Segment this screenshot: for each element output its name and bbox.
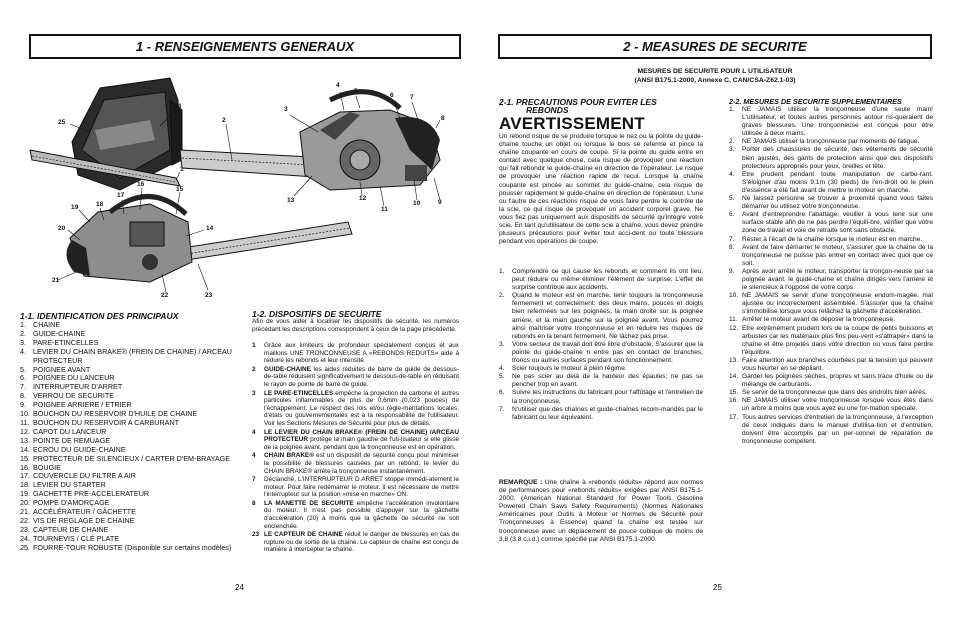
list-item-lead: LE LEVIER DU CHAIN BRAKE® (FREIN DE CHAINE) /ARCEAU PROTECTEUR xyxy=(264,428,459,444)
list-item-number: 14. xyxy=(729,373,739,381)
list-item-number: 10. xyxy=(729,292,739,300)
list-item-text: Déclanché, L'INTERRUPTEUR D ARRET stoppe immédi-atement le moteur. Pour faire redémarrer le moteur, il est nécessaire de mettre l'interrupteur sur la position «mise en marche» ON. xyxy=(264,476,459,499)
list-item xyxy=(20,544,245,553)
list-item-text: Après avoir arrêté le moteur, transporter la tronçon-neuse par sa poignée avant, le guide-chaîne et chaîne dirigés vers l'arrière et le silencieux à l'opposé de votre corps. xyxy=(742,267,933,292)
list-item-text: NE JAMAIS utiliser votre tronçonneuse lorsque vous êtes dans un arbre à moins que vous ayez eu une for-mation spéciale. xyxy=(742,397,933,413)
list-item-lead: GUIDE-CHAINE xyxy=(264,365,311,373)
list-item-text: Votre secteur de travail doit être libre d'obstacle. S'assurer que la pointe du guide-chaîne n entre pas en contact de branches, troncs ou autres surfaces pendant son fonctionnement. xyxy=(512,340,703,365)
list-item-lead: LE PARE-ETINCELLES xyxy=(264,389,334,397)
callout-9: 9 xyxy=(438,199,442,206)
list-item-number: 4. xyxy=(499,365,505,373)
callout-16: 16 xyxy=(137,181,145,188)
chainsaw-top-right-illustration xyxy=(180,92,440,190)
list-item xyxy=(729,268,933,292)
list-item xyxy=(729,211,933,235)
callout-12: 12 xyxy=(359,195,367,202)
list-item-text: Scier toujours le moteur à plein régime. xyxy=(512,365,627,373)
list-item-text: GACHETTE PRE-ACCELERATEUR xyxy=(33,489,150,499)
dispositifs-section-title: 1-2. DISPOSITIFS DE SECURITE xyxy=(252,309,382,319)
list-item-number: 12. xyxy=(20,426,30,436)
list-item xyxy=(499,292,703,341)
list-item-lead: LE CAPTEUR DE CHAINE xyxy=(264,531,343,539)
right-header-line1: MESURES DE SECURITE POUR L UTILISATEUR xyxy=(637,68,793,75)
list-item xyxy=(252,390,459,428)
list-item-text: Ne laissez personne se trouver à proximité quand vous faites démarrer ou utilisez votre tronçonneuse. xyxy=(742,195,933,211)
list-item-text: TOURNEVIS / CLÉ PLATE xyxy=(33,533,120,543)
list-item xyxy=(252,500,459,530)
list-item-text: POIGNEE AVANT xyxy=(33,364,91,374)
precautions-intro: Un rebond risque de se produire lorsque le nez ou la pointe du guide-chaîne touche un objet ou lorsque le bois se referme et pince la chaîne coupante en cours de coupe. Si la pointe du guide entre en contact avec quelque chose, cela risque de provoquer une réaction qui fait rebondir le guide-chaîne en direction de l'opérateur. Le risque de provoquer une réaction rapide de recul. Lorsque la chaîne coupante est pincée au sommet du guide-chaîne, cela risque de pousser rapidement le guide-chaîne en direction de l'opérateur. L'une ou l'autre de ces réactions risque de vous faire perdre le contrôle de la scie, ce qui risque de provoquer un accident corporel grave. Ne vous fiez pas uniquement aux dispositifs de sécurité qu'intègre votre scie. En tant qu'utilisateur de cette scie à chaîne, vous devez prendre plusieurs précautions pour éviter tout acci-dent ou toute blessure pendant vos opérations de coupe. xyxy=(499,133,703,246)
list-item-number: 20. xyxy=(20,498,30,508)
callout-15: 15 xyxy=(176,186,184,193)
list-item-text: Etre prudent pendant toute manipulation de carbu-rant. S'éloigner d'au moins 9.1m (30 pieds) de l'en-droit où le plein d'essence a été fait avant de mettre le moteur en marche. xyxy=(742,170,933,194)
list-item-number: 8. xyxy=(20,391,26,401)
list-item-number: 5. xyxy=(729,195,735,203)
list-item-number: 23 xyxy=(252,531,260,539)
precautions-title-line1: 2-1. PRECAUTIONS POUR EVITER LES xyxy=(499,97,657,107)
list-item xyxy=(252,366,459,389)
callout-23: 23 xyxy=(205,292,213,299)
list-item xyxy=(729,106,933,138)
page-number-left: 24 xyxy=(235,583,244,592)
list-item-text: NE JAMAIS se servir d'une tronçonneuse endom-magée, mal ajustée ou incorrectement assemblée. S'assurer que la chaîne s'immobilise lorsque vous relâchez la gâchette d'accélération. xyxy=(742,292,933,316)
precautions-list xyxy=(499,268,703,422)
list-item-text: LA MANETTE DE SECURITE empêche l'accélération involontaire du moteur. Il n'est pas possible d'appuyer sur la gâchette d'accélération (20) à moins que la gâchette de sécurité ne soit enclenchée. xyxy=(264,499,459,530)
callout-25: 25 xyxy=(58,119,66,126)
list-item-text: POINTE DE REMUAGE xyxy=(33,435,111,445)
list-item-text: VIS DE REGLAGE DE CHAINE xyxy=(33,515,135,525)
list-item-text: LE PARE-ETINCELLES empêche la projection de carbone et autres particules inflammables de plus de 0,6mm (0,023 pouces) de l'échappement. Le respect des lois et/ou règle-mentations locales, d'états ou gouvernementales est à la responsabilité de l'utilisateur. Voir les Sections Mesures de Sécurité pour plus de détails. xyxy=(264,389,459,427)
list-item xyxy=(252,531,459,554)
list-item-number: 16. xyxy=(729,397,739,405)
list-item xyxy=(729,244,933,268)
list-item-text: CAPOT DU LANCEUR xyxy=(33,426,107,436)
list-item-number: 13. xyxy=(20,435,30,445)
list-item xyxy=(252,342,459,365)
right-section-banner: 2 - MEASURES DE SECURITE xyxy=(498,34,932,59)
list-item-text: LE CAPTEUR DE CHAINE réduit le danger de blessures en cas de rupture ou de sortie de la chaine. Le capteur de chaîne est conçu de manière à intercepter la chaîne. xyxy=(264,531,459,554)
list-item-number: 16. xyxy=(20,462,30,472)
callout-5: 5 xyxy=(354,88,358,95)
list-item-number: 5. xyxy=(499,373,505,381)
list-item-text: Avant de faire démarrer le moteur, s'assurer que la chaîne de la tronçonneuse ne puisse pas entrer en contact avec quoi que ce soit. xyxy=(742,243,933,267)
list-item-number: 2. xyxy=(20,328,26,338)
list-item-number: 8. xyxy=(729,243,735,251)
list-item-text: Suivre les instructions du fabricant pour l'affûtage et l'entretien de la tronçonneuse. xyxy=(512,389,703,405)
list-item-text: NE JAMAIS utiliser la tronçonneuse par moments de fatigue. xyxy=(742,138,920,146)
list-item-number: 15. xyxy=(20,453,30,463)
callout-4: 4 xyxy=(336,82,340,89)
list-item-text: Etre extrêmement prudent lors de la coupe de petits buissons et arbustes car les matériaux plus fins peu-vent «s'attraper» dans la chaîne et être projetés dans votre direction ou vous faire perdre l'équilibre. xyxy=(742,324,933,356)
list-item-text: Tous autres services d'entretien de la tronçonneuse, à l'exception de ceux indiqués dans le manuel d'utilisa-tion et d'entretien, doivent être accomplis par un per-sonnel de réparation de tronçonneuse compétent. xyxy=(742,413,933,445)
list-item-text: Ne pas scier au delà de la hauteur des épaules; ne pas se pencher trop en avant. xyxy=(512,373,703,389)
list-item-number: 1. xyxy=(729,106,735,113)
list-item-number: 11. xyxy=(729,316,738,324)
list-item-lead: LA MANETTE DE SECURITE xyxy=(264,499,354,507)
list-item-text: CAPTEUR DE CHAINE xyxy=(33,524,109,534)
list-item xyxy=(499,406,703,422)
list-item xyxy=(729,414,933,446)
callout-10: 10 xyxy=(413,200,421,207)
list-item xyxy=(729,357,933,373)
list-item xyxy=(729,138,933,146)
list-item-number: 2. xyxy=(499,292,505,300)
list-item-number: 4 xyxy=(252,428,256,436)
list-item-text: LEVIER DU STARTER xyxy=(33,480,106,490)
list-item-number: 22. xyxy=(20,515,30,525)
list-item-text: BOUGIE xyxy=(33,462,61,472)
callout-6: 6 xyxy=(390,92,394,99)
supplementaires-list xyxy=(729,106,933,446)
precautions-title-line2: REBONDS xyxy=(526,105,569,115)
callout-13: 13 xyxy=(287,197,295,204)
dispositifs-intro: Afin de vous aider à localiser les dispositifs de sécurité, les numéros précédant les descriptions correspondent à ceux de la page précédente. xyxy=(252,318,459,333)
list-item-number: 10. xyxy=(20,409,30,419)
list-item xyxy=(729,171,933,195)
supplementaires-title: 2-2. MESURES DE SECURITE SUPPLEMENTAIRES xyxy=(729,97,902,106)
list-item-number: 13. xyxy=(729,356,739,364)
list-item-text: Rester à l'écart de la chaîne lorsque le moteur est en marche. xyxy=(742,235,923,243)
list-item-text: BOUCHON DU RESERVOIR A CARBURANT xyxy=(33,417,180,427)
list-item-number: 17. xyxy=(729,413,739,421)
remarque-text: Une chaîne à «rebonds réduits» répond aux normes de performances pour «rebonds réduits» exigées par ANSI B175.1-2000. (American National Standard for Power Tools Gasoline Powered Chain Saws Safety Requirements) (Normes Nationales Américaines pour Outils à Moteur et Normes de Sécurité pour Tronçonneuses à Essence) quand la chaîne est testée sur tronçonneuse avec un déplacement de pouce cubique de moins de 3,8 (3.8 c.i.d.) comme spécifié par ANSI B175.1-2000. xyxy=(499,479,703,543)
callout-3: 3 xyxy=(284,106,288,113)
left-section-banner: 1 - RENSEIGNEMENTS GENERAUX xyxy=(29,34,461,59)
list-item-number: 5. xyxy=(20,364,26,374)
list-item-text: NE JAMAIS utiliser la tronçonneuse d'une seule main! L'utilisateur, et toutes autres personnes autour ris-queraient de graves blessures. Une tronçonneuse est conçue pour être utilisée à deux mains. xyxy=(742,106,933,138)
list-item xyxy=(252,429,459,452)
list-item xyxy=(20,348,245,366)
remarque-label: REMARQUE : xyxy=(499,479,543,486)
list-item-text: ACCÉLÉRATEUR / GÂCHETTE xyxy=(33,507,136,517)
callout-22: 22 xyxy=(161,292,169,299)
list-item-text: COUVERCLE DU FILTRE A AIR xyxy=(33,471,136,481)
list-item-text: Porter des chaussures de sécurité, des vêtements de sécurité bien ajustés, des gants de protection ainsi que des dispositifs protecteurs appropriés pour yeux, oreilles et tête. xyxy=(742,146,933,170)
list-item-number: 9. xyxy=(20,400,26,410)
callout-14: 14 xyxy=(206,225,214,232)
list-item-text: POMPE D'AMORÇAGE xyxy=(33,498,110,508)
dispositifs-list xyxy=(252,342,459,555)
page-number-right: 25 xyxy=(713,583,722,592)
list-item-number: 1. xyxy=(20,320,26,329)
list-item-number: 17. xyxy=(20,471,30,481)
list-item-text: Comprendre ce qui cause les rebonds et comment ils ont lieu, peut réduire ou même éliminer l'élément de surprise. L'effet de surprise contribue aux accidents. xyxy=(512,268,703,292)
list-item-text: LEVIER DU CHAIN BRAKE® (FREIN DE CHAINE) / ARCEAU PROTECTEUR xyxy=(33,346,232,365)
list-item-number: 7. xyxy=(729,235,735,243)
list-item-number: 7. xyxy=(499,405,505,413)
list-item xyxy=(729,236,933,244)
list-item xyxy=(729,316,933,324)
callout-1: 1 xyxy=(180,166,184,173)
list-item xyxy=(729,325,933,357)
list-item-text: VERROU DE SECURITE xyxy=(33,391,115,401)
precautions-remarque xyxy=(499,479,703,544)
list-item-number: 6. xyxy=(499,389,505,397)
list-item-number: 14. xyxy=(20,444,30,454)
list-item xyxy=(499,268,703,292)
callout-24: 24 xyxy=(174,103,182,110)
list-item-text: N'utiliser que des chaînes et guide-chaînes recom-mandés par le fabricant ou leur équivalent. xyxy=(512,405,703,421)
callout-18: 18 xyxy=(96,201,104,208)
list-item-number: 3. xyxy=(499,340,505,348)
list-item-number: 12. xyxy=(729,324,739,332)
list-item-number: 3. xyxy=(729,146,735,154)
callout-11: 11 xyxy=(381,206,388,213)
list-item-text: CHAIN BRAKE® est un dispositif de sécurité conçu pour minimiser la possibilité de blessures causées par un rebond; le levier du CHAIN BRAKE® arrête la tronçonneuse instantanément. xyxy=(264,452,459,475)
list-item xyxy=(252,452,459,475)
callout-21: 21 xyxy=(52,277,60,284)
callout-19: 19 xyxy=(71,204,79,211)
list-item xyxy=(252,476,459,499)
list-item-number: 7 xyxy=(252,476,256,484)
list-item-text: INTERRUPTEUR D'ARRET xyxy=(33,382,123,392)
list-item-text: Arrêter le moteur avant de déposer la tronçonneuse. xyxy=(742,316,895,324)
chainsaw-illustrations xyxy=(0,0,480,310)
chainsaw-bottom-illustration xyxy=(66,196,352,282)
list-item-text: LE LEVIER DU CHAIN BRAKE® (FREIN DE CHAINE) /ARCEAU PROTECTEUR protège la main gauche de l'uti-lisateur si elle glisse de la poignée avant, pendant que la tronçonneuse est en opération. xyxy=(264,428,459,451)
list-item xyxy=(729,389,933,397)
list-item-number: 9. xyxy=(729,267,735,275)
list-item-text: PARE-ETINCELLES xyxy=(33,337,99,347)
list-item-number: 2. xyxy=(729,138,735,146)
callout-8: 8 xyxy=(441,115,445,122)
list-item xyxy=(499,389,703,405)
ident-parts-list xyxy=(20,321,245,553)
callout-2: 2 xyxy=(222,117,226,124)
list-item-text: Garder les poignées sèches, propres et sans trace d'huile ou de mélange de carburants. xyxy=(742,373,933,389)
list-item-number: 8 xyxy=(252,499,256,507)
list-item-number: 4. xyxy=(729,170,735,178)
list-item xyxy=(729,146,933,170)
avertissement-heading: AVERTISSEMENT xyxy=(499,114,645,133)
list-item-lead: CHAIN BRAKE® xyxy=(264,452,314,460)
list-item-text: POIGNEE DU LANCEUR xyxy=(33,373,115,383)
list-item-text: POIGNEE ARRIERE / ETRIER xyxy=(33,400,132,410)
list-item-number: 7. xyxy=(20,382,26,392)
list-item xyxy=(499,341,703,365)
list-item-text: Faire attention aux branches courbées par la tension qui peuvent vous heurter en se dépliant. xyxy=(742,356,933,372)
list-item-text: FOURRE-TOUR ROBUSTE (Disponible sur certains modèles) xyxy=(33,542,232,552)
list-item-number: 4. xyxy=(20,346,26,356)
list-item-number: 23. xyxy=(20,524,30,534)
list-item-number: 1. xyxy=(499,268,505,275)
list-item-text: BOUCHON DU RESERVOIR D'HUILE DE CHAINE xyxy=(33,409,198,419)
list-item xyxy=(729,373,933,389)
list-item-number: 18. xyxy=(20,480,30,490)
list-item xyxy=(499,365,703,373)
list-item-number: 25. xyxy=(20,542,30,552)
callout-17: 17 xyxy=(117,192,125,199)
list-item-text: ECROU DU GUIDE-CHAINE xyxy=(33,444,126,454)
list-item-text: GUIDE-CHAINE les aides réduites de barre de guide de dessous-de-table réduisent significativement le dessous-de-table en réduisant le rayon de pointe de barre de guide. xyxy=(264,365,459,388)
list-item-number: 3 xyxy=(252,389,256,397)
list-item-text: Quand le moteur est en marche, tenir toujours la tronçonneuse fermement et correctement: des deux mains, pouces et doigts bien refermées sur les poignées, la main droite sur la poignée arrière, et la main gauche sur la poignée avant. Vous pourrez ainsi maîtriser votre tronçonneuse et en réduire les risques de rebonds en la tenant fermement. Ne lâchez pas prise. xyxy=(512,292,703,340)
list-item-text: CHAINE xyxy=(33,320,61,329)
list-item-number: 1 xyxy=(252,342,256,349)
callout-7: 7 xyxy=(410,94,414,101)
list-item-number: 15. xyxy=(729,389,739,397)
callout-20: 20 xyxy=(58,225,66,232)
list-item-number: 11. xyxy=(20,417,30,427)
list-item-number: 24. xyxy=(20,533,30,543)
list-item xyxy=(729,397,933,413)
list-item xyxy=(729,292,933,316)
right-header-line2: (ANSI B175.1-2000, Annexe C, CAN/CSA-Z62.1-03) xyxy=(634,77,796,84)
list-item xyxy=(499,373,703,389)
list-item-text: Grâce aux limiteurs de profondeur spécialement conçus et aux maillons UNE TRONCONNEUSE A «REBONDS REDUITS» aide à réduire les rebonds et leur intensité. xyxy=(264,342,459,365)
list-item-number: 3. xyxy=(20,337,26,347)
ident-section-title: 1-1. IDENTIFICATION DES PRINCIPAUX xyxy=(20,311,179,321)
list-item-number: 2 xyxy=(252,365,256,373)
list-item-text: PROTECTEUR DE SILENCIEUX / CARTER D'EM-BRAYAGE xyxy=(33,453,231,463)
list-item-text: GUIDE-CHAINE xyxy=(33,328,86,338)
list-item-number: 21. xyxy=(20,507,30,517)
list-item-text: Avant d'entreprendre l'abattage, veuiller à vous tenir sur une surface stable afin de ne pas perdre l'équili-bre, vérifier que votre zone de travail et voie de retraite sont sans obstacle. xyxy=(742,211,933,235)
list-item-number: 6. xyxy=(20,373,26,383)
list-item-text: Se servir de la tronçonneuse que dans des endroits bien aérés. xyxy=(742,389,928,397)
list-item-number: 19. xyxy=(20,489,30,499)
list-item-number: 4 xyxy=(252,452,256,460)
list-item-number: 6. xyxy=(729,211,735,219)
list-item xyxy=(729,195,933,211)
